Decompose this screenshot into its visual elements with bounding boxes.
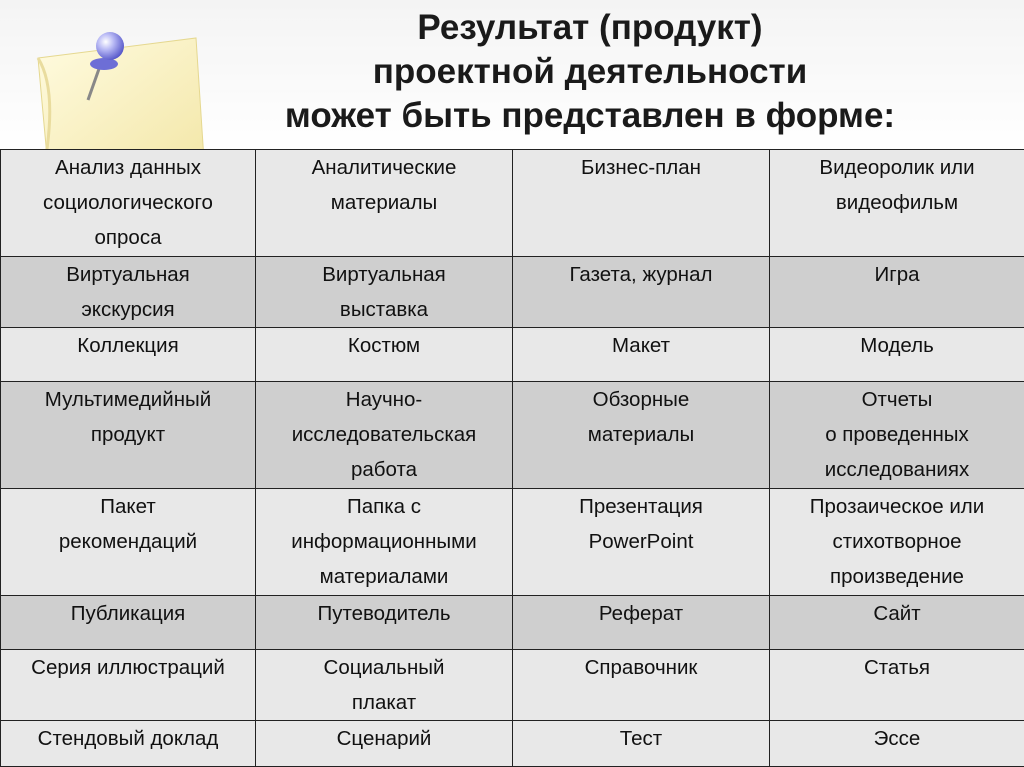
cell-text: видеофильм	[835, 191, 959, 214]
cell-text: Папка с	[346, 495, 421, 518]
cell-text: Сценарий	[336, 727, 432, 750]
cell-text: Серия иллюстраций	[31, 656, 225, 679]
cell-text: материалами	[319, 565, 449, 588]
table-row	[1, 650, 1024, 721]
cell-text: исследовательская	[291, 423, 477, 446]
cell-text: Путеводитель	[317, 602, 451, 625]
table-row	[1, 150, 1024, 257]
cell-text: Стендовый доклад	[37, 727, 219, 750]
cell-text: Отчеты	[861, 388, 933, 411]
table-cell	[513, 650, 770, 721]
cell-text: выставка	[339, 298, 429, 321]
title-line-2: проектной деятельности	[372, 52, 808, 91]
table-row	[1, 382, 1024, 489]
cell-text: Реферат	[598, 602, 684, 625]
cell-text: плакат	[351, 691, 417, 714]
table-cell	[513, 328, 770, 382]
table-cell	[1, 721, 256, 767]
product-forms-table	[0, 149, 1024, 767]
cell-text: рекомендаций	[58, 530, 198, 553]
table-cell	[256, 382, 513, 489]
cell-text: Социальный	[323, 656, 445, 679]
cell-text: Пакет	[100, 495, 156, 518]
cell-text: Аналитические	[311, 156, 457, 179]
table-cell	[770, 650, 1024, 721]
cell-text: материалы	[330, 191, 438, 214]
table-cell	[513, 257, 770, 328]
cell-text: опроса	[94, 226, 162, 249]
table-cell	[1, 382, 256, 489]
cell-text: Научно-	[345, 388, 423, 411]
cell-text: Макет	[611, 334, 671, 357]
cell-text: Модель	[860, 334, 934, 357]
cell-text: Справочник	[584, 656, 698, 679]
page-title	[150, 6, 1024, 138]
table-cell	[256, 596, 513, 650]
table-cell	[256, 150, 513, 257]
table-cell	[513, 596, 770, 650]
title-line-3: может быть представлен в форме:	[284, 96, 896, 135]
table-cell	[1, 328, 256, 382]
cell-text: PowerPoint	[588, 530, 694, 553]
cell-text: Сайт	[873, 602, 921, 625]
cell-text: стихотворное	[832, 530, 962, 553]
cell-text: Игра	[874, 263, 920, 286]
table-cell	[770, 382, 1024, 489]
cell-text: исследованиях	[824, 458, 970, 481]
cell-text: произведение	[830, 565, 964, 588]
table-cell	[770, 489, 1024, 596]
cell-text: Видеоролик или	[819, 156, 975, 179]
cell-text: социологического	[43, 191, 213, 214]
cell-text: Тест	[619, 727, 663, 750]
cell-text: информационными	[291, 530, 477, 553]
title-line-1: Результат (продукт)	[417, 8, 763, 47]
table-row	[1, 257, 1024, 328]
cell-text: Анализ данных	[55, 156, 201, 179]
cell-text: Виртуальная	[66, 263, 190, 286]
table-cell	[513, 721, 770, 767]
table-cell	[1, 257, 256, 328]
table-cell	[770, 257, 1024, 328]
cell-text: Обзорные	[592, 388, 690, 411]
table-cell	[256, 650, 513, 721]
table-row	[1, 328, 1024, 382]
table-cell	[513, 150, 770, 257]
cell-text: Прозаическое или	[809, 495, 985, 518]
cell-text: Статья	[863, 656, 931, 679]
table-cell	[1, 489, 256, 596]
table-cell	[256, 257, 513, 328]
table-cell	[770, 150, 1024, 257]
cell-text: о проведенных	[825, 423, 969, 446]
table-cell	[513, 382, 770, 489]
table-cell	[1, 150, 256, 257]
table-cell	[770, 596, 1024, 650]
table-row	[1, 721, 1024, 767]
table-cell	[513, 489, 770, 596]
table-cell	[770, 721, 1024, 767]
cell-text: Мультимедийный	[44, 388, 212, 411]
cell-text: Виртуальная	[322, 263, 446, 286]
cell-text: работа	[350, 458, 418, 481]
cell-text: Презентация	[579, 495, 703, 518]
cell-text: Бизнес-план	[581, 156, 701, 179]
cell-text: Газета, журнал	[569, 263, 713, 286]
table-cell	[1, 650, 256, 721]
cell-text: Коллекция	[77, 334, 179, 357]
table-cell	[256, 721, 513, 767]
table-row	[1, 489, 1024, 596]
cell-text: Публикация	[70, 602, 186, 625]
cell-text: материалы	[587, 423, 695, 446]
table-cell	[256, 489, 513, 596]
table-cell	[256, 328, 513, 382]
table-cell	[770, 328, 1024, 382]
cell-text: Эссе	[873, 727, 921, 750]
table-row	[1, 596, 1024, 650]
table-cell	[1, 596, 256, 650]
cell-text: экскурсия	[81, 298, 175, 321]
cell-text: Костюм	[347, 334, 421, 357]
cell-text: продукт	[90, 423, 166, 446]
